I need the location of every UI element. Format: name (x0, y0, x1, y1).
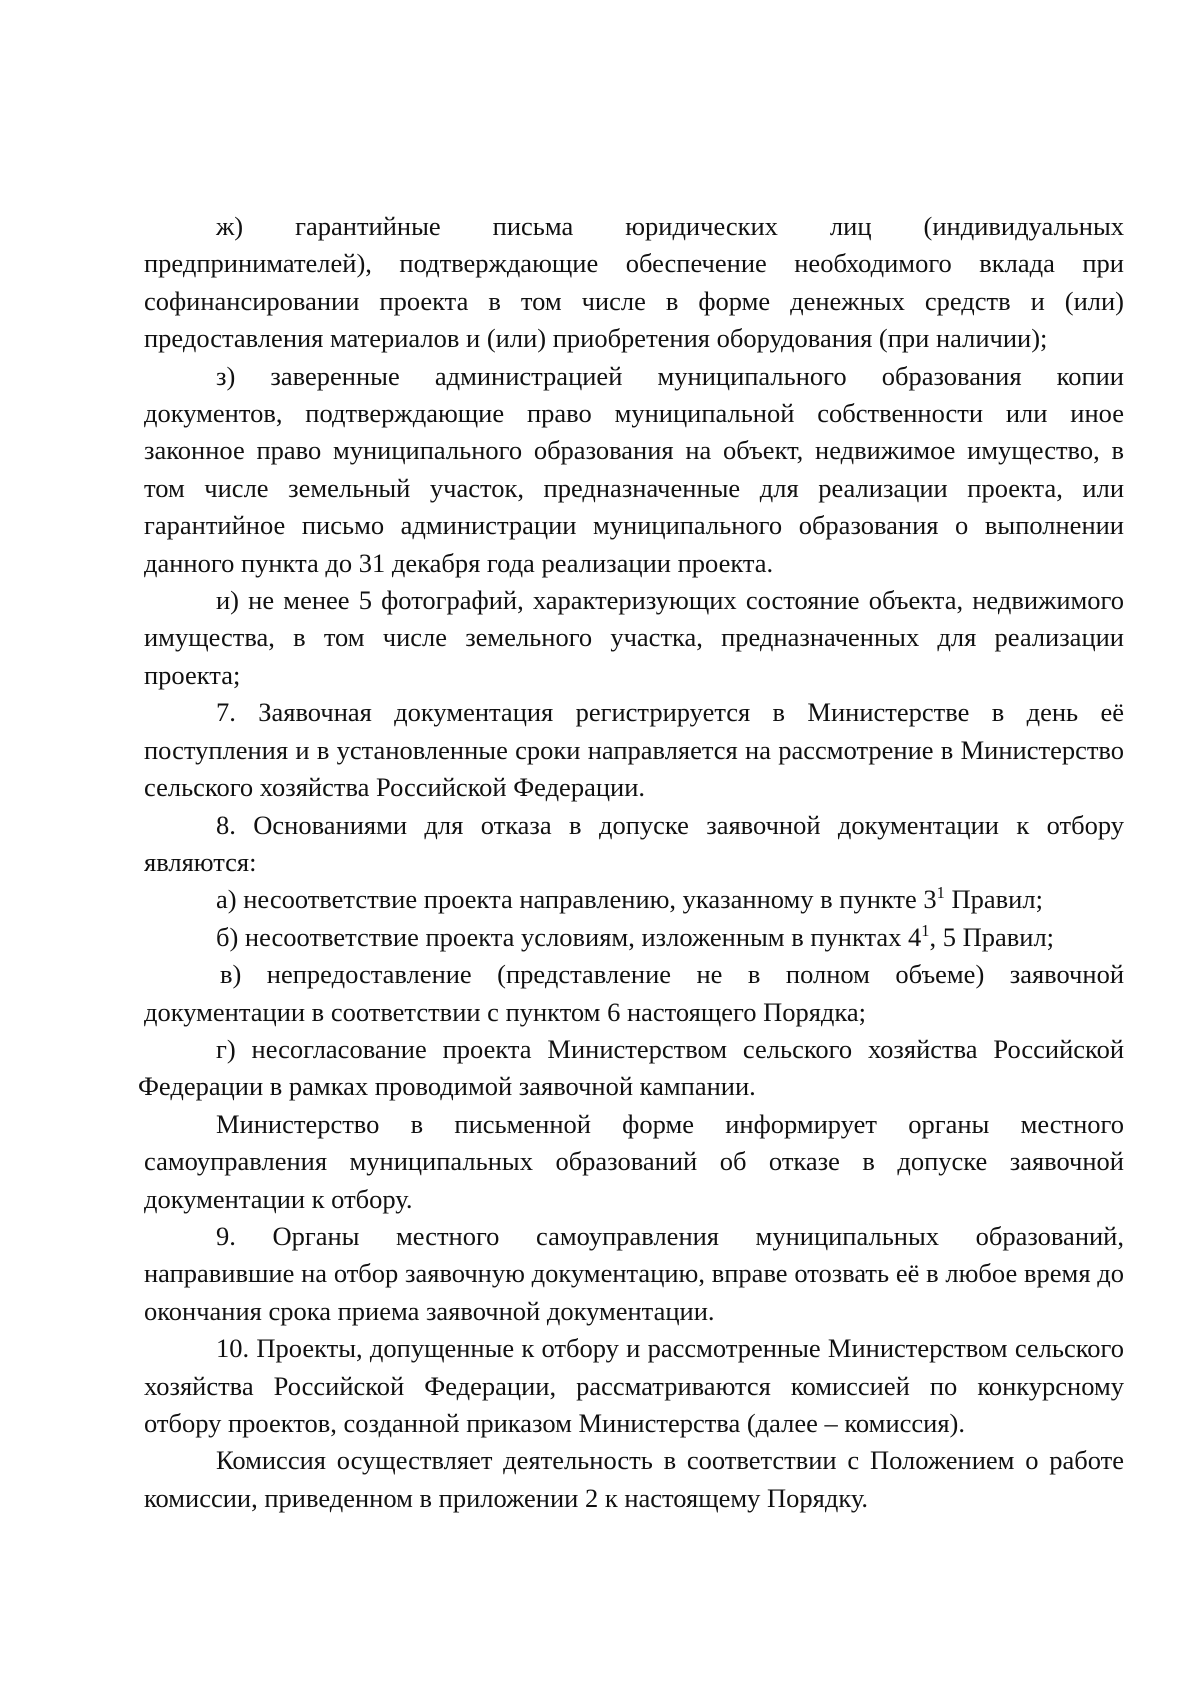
paragraph-i-photos: и) не менее 5 фотографий, характеризующих состояние объекта, недвижимого имущества, в том числе земельного участка, предназначенных для реализации проекта; (144, 585, 1124, 690)
paragraph-7-registration: 7. Заявочная документация регистрируется в Министерстве в день её поступления и в установленные сроки направляется на рассмотрение в Министерство сельского хозяйства Российской Федерации. (144, 697, 1124, 803)
paragraph-ministry-notification: Министерство в письменной форме информирует органы местного самоуправления муниципальных образований об отказе в допуске заявочной документации к отбору. (144, 1108, 1124, 1214)
paragraph-b-text: б) несоответствие проекта условиям, изложенным в пунктах 4 (216, 921, 922, 952)
paragraph-z-certified-copies: з) заверенные администрацией муниципального образования копии документов, подтверждающие право муниципальной собственности или иное законное право муниципального образования на объект, недвижимое имущество, в том числе земельный участок, предназначенные для реализации проекта, или гарантийное письмо администрации муниципального образования о выполнении данного пункта до 31 декабря года реализации проекта. (144, 360, 1124, 578)
paragraph-a-superscript: 1 (936, 883, 945, 903)
paragraph-commission-regulation: Комиссия осуществляет деятельность в соответствии с Положением о работе комиссии, приведенном в приложении 2 к настоящему Порядку. (144, 1445, 1124, 1513)
paragraph-zh-guarantee-letters: ж) гарантийные письма юридических лиц (индивидуальных предпринимателей), подтверждающие обеспечение необходимого вклада при софинансировании проекта в том числе в форме денежных средств и (или) предоставления материалов и (или) приобретения оборудования (при наличии); (144, 211, 1124, 354)
paragraph-v-non-submission: в) непредоставление (представление не в полном объеме) заявочной документации в соответствии с пунктом 6 настоящего Порядка; (144, 959, 1124, 1027)
paragraph-g-non-approval: г) несогласование проекта Министерством сельского хозяйства Российской Федерации в рамках проводимой заявочной кампании. (138, 1033, 1124, 1102)
paragraph-a-text: а) несоответствие проекта направлению, указанному в пункте 3 (216, 884, 937, 915)
paragraph-b-conditions-mismatch (144, 919, 1124, 956)
paragraph-a-direction-mismatch (144, 881, 1124, 918)
paragraph-b-superscript: 1 (921, 920, 930, 940)
paragraph-8-grounds-for-refusal: 8. Основаниями для отказа в допуске заявочной документации к отбору являются: (144, 809, 1124, 877)
paragraph-b-tail: , 5 Правил; (929, 921, 1055, 952)
document-body (138, 208, 1124, 1517)
paragraph-10-commission-review: 10. Проекты, допущенные к отбору и рассмотренные Министерством сельского хозяйства Российской Федерации, рассматриваются комиссией по конкурсному отбору проектов, созданной приказом Министерства (далее – комиссия). (144, 1333, 1124, 1438)
paragraph-a-tail: Правил; (944, 884, 1043, 915)
paragraph-9-withdrawal: 9. Органы местного самоуправления муниципальных образований, направившие на отбор заявочную документацию, вправе отозвать её в любое время до окончания срока приема заявочной документации. (144, 1220, 1124, 1326)
